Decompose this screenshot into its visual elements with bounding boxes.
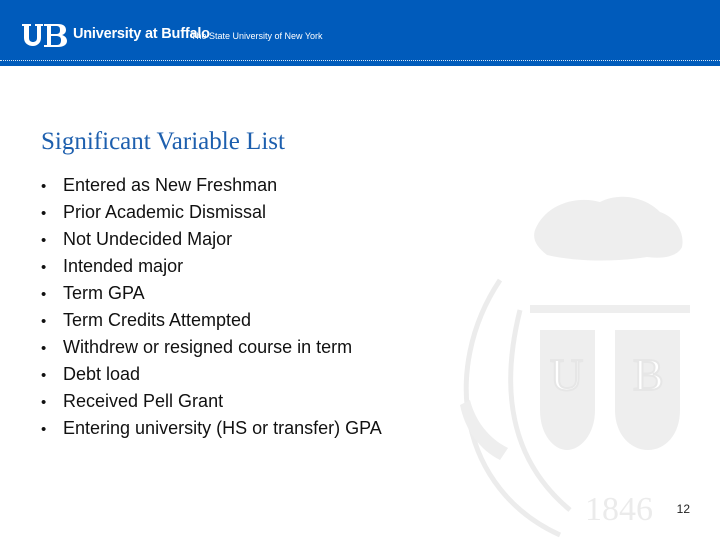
header-divider [0,60,720,61]
bullet-icon: • [41,205,47,222]
list-item: • Entered as New Freshman [41,173,382,200]
bullet-icon: • [41,340,47,357]
list-item: • Debt load [41,362,382,389]
bullet-icon: • [41,232,47,249]
list-item: • Entering university (HS or transfer) GPA [41,416,382,443]
bullet-icon: • [41,178,47,195]
brand-subtitle: The State University of New York [191,31,323,41]
list-item: • Term Credits Attempted [41,308,382,335]
list-item: • Prior Academic Dismissal [41,200,382,227]
bullet-icon: • [41,259,47,276]
brand-name: University at Buffalo [73,26,210,42]
list-item: • Intended major [41,254,382,281]
bullet-icon: • [41,421,47,438]
svg-text:B: B [633,349,664,400]
list-item: • Received Pell Grant [41,389,382,416]
university-seal-watermark [440,190,720,540]
page-number: 12 [676,502,690,516]
list-item: • Withdrew or resigned course in term [41,335,382,362]
bullet-icon: • [41,286,47,303]
svg-text:U: U [550,349,584,400]
seal-year: 1846 [585,491,653,528]
header-bar [0,0,720,66]
bullet-icon: • [41,367,47,384]
variable-list [41,173,382,443]
ub-logo-icon [20,22,68,48]
list-item: • Not Undecided Major [41,227,382,254]
bullet-icon: • [41,394,47,411]
slide-title: Significant Variable List [41,128,285,155]
bullet-icon: • [41,313,47,330]
list-item: • Term GPA [41,281,382,308]
